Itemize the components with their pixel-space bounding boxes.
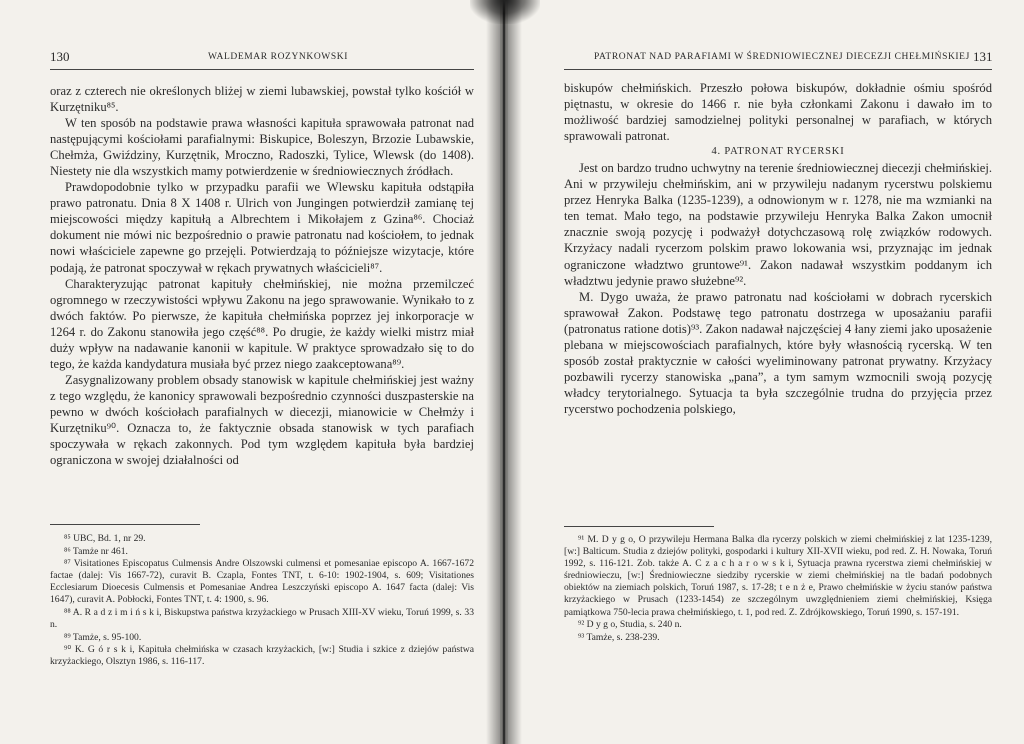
footnote: ⁹⁰ K. G ó r s k i, Kapituła chełmińska w czasach krzyżackich, [w:] Studia i szkice z dziejów państwa krzyżackiego, Olsztyn 1986, s. 116-117. [50,644,474,668]
header-rule [50,69,474,70]
footnote: ⁹¹ M. D y g o, O przywileju Hermana Balka dla rycerzy polskich w ziemi chełmińskiej z lat 1235-1239, [w:] Balticum. Studia z dziejów polityki, gospodarki i kultury XII-XVII wieku, pod red. Z. H. Nowaka, Toruń 1992, s. 116-121. Zob. także A. C z a c h a r o w s k i, Sytuacja prawna rycerstwa ziemi chełmińskiej w średniowieczu, [w:] Średniowieczne siedziby rycerskie w ziemi chełmińskiej na tle badań podobnych obiektów na ziemiach polskich, Toruń 1987, s. 17-28; t e n ż e, Prawo chełmińskie w życiu stanów państwa krzyżackiego w Prusach (1233-1454) ze szczególnym uwzględnieniem ziemi chełmińskiej, Księga pamiątkowa 750-lecia prawa chełmińskiego, t. 1, pod red. Z. Zdrójkowskiego, Toruń 1990, s. 157-191. [564,534,992,618]
left-page [0,0,500,744]
right-footnotes [564,534,992,644]
footnote: ⁹² D y g o, Studia, s. 240 n. [578,619,682,631]
footnote: ⁹³ Tamże, s. 238-239. [578,631,660,643]
footnote-rule [564,526,714,527]
footnote: ⁸⁹ Tamże, s. 95-100. [64,631,142,643]
footnote: ⁸⁸ A. R a d z i m i ń s k i, Biskupstwa państwa krzyżackiego w Prusach XIII-XV wieku, Toruń 1999, s. 33 n. [50,607,474,631]
paragraph: W ten sposób na podstawie prawa własności kapituła sprawowała patronat nad następującymi kościołami parafialnymi: Biskupice, Boleszyn, Brzozie Lubawskie, Chełmża, Gwiździny, Kurzętnik, Mroczno, Radoszki, Tylice, Wlewsk (do 1408). Niestety nie dla wszystkich mamy potwierdzenie w średniowiecznych źródłach. [50,116,474,179]
running-head: PATRONAT NAD PARAFIAMI W ŚREDNIOWIECZNEJ DIECEZJI CHEŁMIŃSKIEJ [594,52,970,62]
page-number: 131 [973,49,993,64]
footnote: ⁸⁵ UBC, Bd. 1, nr 29. [64,533,146,544]
paragraph: Jest on bardzo trudno uchwytny na terenie średniowiecznej diecezji chełmińskiej. Ani w przywileju chełmińskim, ani w przywileju nadanym rycerstwu polskiemu przez Henryka Balka (1235-1239), a odnowionym w r. 1278, nie ma wzmianki na ten temat. Mało tego, na podstawie przywileju Henryka Balka Zakon umocnił znacznie swoją pozycję i podważył dotychczasową rolę związków rodowych. Krzyżacy nadali rycerzom polskim prawo lokowania wsi, przyznając im jednak ograniczone władztwo gruntowe⁹¹. Zakon nadawał wszystkim poddanym ich władztwu jedynie prawo służebne⁹². [564,161,992,288]
footnote: ⁸⁶ Tamże nr 461. [64,545,128,557]
book-gutter-shadow [470,0,540,24]
paragraph: Zasygnalizowany problem obsady stanowisk w kapitule chełmińskiej jest ważny z tego względu, że kanonicy sprawowali bezpośrednio czynności duszpasterskie na pewno w dwóch kościołach parafialnych w diecezji, mianowicie w Chełmży i Kurzętniku⁹⁰. Oznacza to, że faktycznie obsada stanowisk w tych parafiach spoczywała w rękach zakonnych. Pod tym względem kapituła była bardziej ograniczona w swojej działalności od [50,372,474,468]
paragraph: M. Dygo uważa, że prawo patronatu nad kościołami w dobrach rycerskich sprawował Zakon. Podstawę tego patronatu dostrzega w uposażaniu parafii (patronatus ratione dotis)⁹³. Zakon nadawał najczęściej 4 łany ziemi jako uposażenie plebana w miejscowościach parafialnych, które były własnością rycerską. W ten sposób został praktycznie w całości wyeliminowany patronat prywatny. Krzyżacy pozbawili rycerzy stanowiska „pana”, a tym samym wzmocnili swoją pozycję władcy terytorialnego. Sytuacja ta była szczególnie trudna do przyjęcia przez rycerstwo pochodzenia polskiego, [564,289,992,416]
left-body-text [50,83,474,468]
page-number: 130 [50,49,70,64]
running-head: WALDEMAR ROZYNKOWSKI [208,52,348,62]
right-page [508,0,1024,744]
paragraph: biskupów chełmińskich. Przeszło połowa biskupów, dokładnie ośmiu spośród piętnastu, w okresie do 1466 r. nie była członkami Zakonu i dawało im to możliwość bardziej samodzielnej polityki personalnej w parafiach, w których sprawowali patronat. [564,81,992,144]
section-title: 4. PATRONAT RYCERSKI [711,146,845,158]
right-body-text [564,80,992,417]
header-rule [564,69,992,70]
book-gutter [486,0,522,744]
footnote-rule [50,524,200,525]
left-footnotes [50,533,474,669]
paragraph: Charakteryzując patronat kapituły chełmińskiej, nie można przemilczeć ogromnego w rzeczywistości wpływu Zakonu na jego sprawowanie. Wynikało to z dwóch faktów. Po pierwsze, że kapituła chełmińska poprzez jej inkorporacje w 1264 r. do Zakonu stanowiła jego część⁸⁸. Po drugie, że każdy wielki mistrz miał duży wpływ na nadawanie kanonii w kapitule. W praktyce sprowadzało się to do tego, że każda kandydatura musiała być przez niego zaakceptowana⁸⁹. [50,276,474,371]
paragraph: oraz z czterech nie określonych bliżej w ziemi lubawskiej, powstał tylko kościół w Kurzętniku⁸⁵. [50,84,474,115]
footnote: ⁸⁷ Visitationes Episcopatus Culmensis Andre Olszowski culmensi et pomesaniae episcopo A. 1667-1672 factae (dalej: Vis 1667-72), curavit B. Czapla, Fontes TNT, t. 6-10: 1902-1904, s. 609; Visitationes Ecclesiarum Dioecesis Culmensis et Pomesaniae Andrea Leszczyński episcopo A. 1647 facta (dalej: Vis 1647), curavit A. Pobłocki, Fontes TNT, t. 4: 1900, s. 96. [50,558,474,606]
paragraph: Prawdopodobnie tylko w przypadku parafii we Wlewsku kapituła odstąpiła prawo patronatu. Dnia 8 X 1408 r. Ulrich von Jungingen potwierdził zamianę tej miejscowości między kapitułą a Albrechtem i Mikołajem z Gzina⁸⁶. Chociaż dokument nie mówi nic bezpośrednio o prawie patronatu nad kościołem, to jednak nowi właściciele zapewne go przejęli. Potwierdzają to późniejsze wizytacje, które podają, że patronat spoczywał w rękach prywatnych właścicieli⁸⁷. [50,180,474,275]
